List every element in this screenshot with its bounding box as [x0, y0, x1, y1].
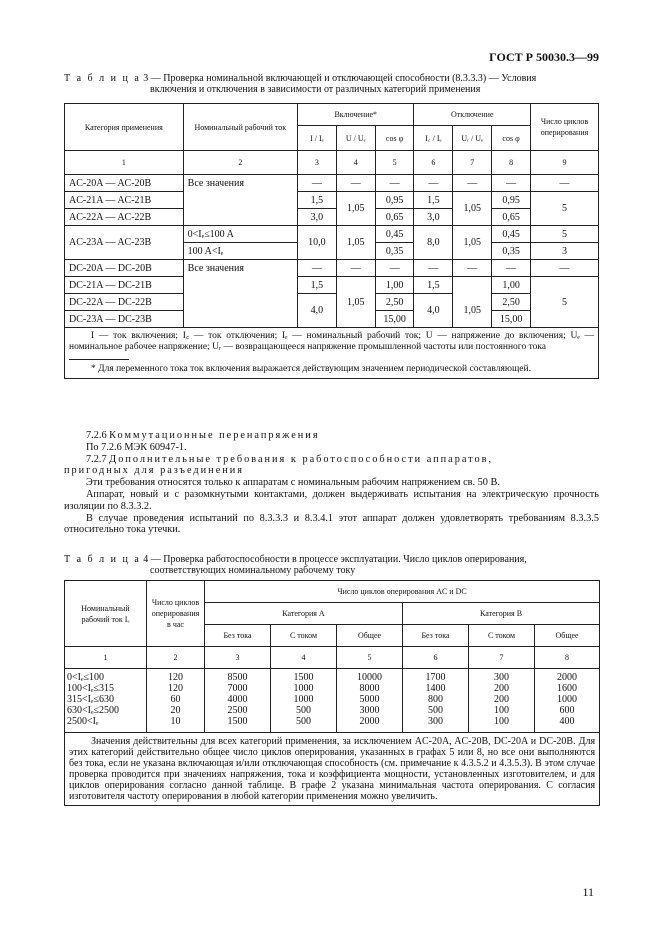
th-per-hour: Число циклов оперирования в час	[147, 581, 205, 647]
list-item: 1000	[293, 694, 314, 705]
col-a-total	[337, 669, 403, 733]
footnote-divider	[69, 359, 129, 360]
table4	[64, 580, 600, 806]
th-u-ue: U / Uₑ	[336, 126, 375, 151]
colnum: 4	[336, 151, 375, 175]
table4-note-cell	[65, 733, 600, 806]
list-item: 1000	[293, 683, 314, 694]
cell: 4,0	[414, 294, 453, 328]
list-item: 100	[494, 716, 509, 727]
cell: 5	[531, 226, 599, 243]
cell: —	[375, 175, 414, 192]
th-a-no-current: Без тока	[205, 625, 271, 647]
paragraph-3: В случае проведения испытаний по 8.3.3.3 и 8.3.4.1 этот аппарат должен удовлетворять требованиям 8.3.3.5 относительно тока утечки.	[64, 512, 599, 536]
table3	[64, 103, 599, 379]
list-item: 0<Iₑ≤100	[67, 672, 105, 683]
section-7-2-7-heading	[64, 454, 599, 466]
list-item: 200	[494, 683, 509, 694]
list-item: 200	[494, 694, 509, 705]
section-7-2-6-heading	[64, 430, 599, 442]
page-number: 11	[582, 885, 594, 899]
colnum: 2	[147, 647, 205, 669]
list-item: 100<Iₑ≤315	[67, 683, 115, 694]
row-category: DC-20A — DC-20B	[65, 260, 184, 277]
list-item: 630<Iₑ≤2500	[67, 705, 120, 716]
list-item: 500	[296, 705, 311, 716]
cell: 1,05	[336, 277, 375, 328]
th-ur-ue: Uᵣ / Uₑ	[453, 126, 492, 151]
cell: 3	[531, 243, 599, 260]
colnum: 8	[492, 151, 531, 175]
th-b-no-current: Без тока	[403, 625, 469, 647]
cell: —	[453, 260, 492, 277]
body-text	[64, 430, 599, 536]
list-item: 1600	[557, 683, 578, 694]
list-item: 1700	[425, 672, 446, 683]
cell: —	[531, 260, 599, 277]
th-a-total: Общее	[337, 625, 403, 647]
list-item: 300	[494, 672, 509, 683]
list-item: 600	[559, 705, 575, 716]
list-item: 300	[428, 716, 443, 727]
th-ops: Число циклов оперирования AC и DC	[205, 581, 600, 603]
cell: 1,00	[492, 277, 531, 294]
list-item: 1000	[557, 694, 578, 705]
list-item: 500	[428, 705, 443, 716]
cell: 8,0	[414, 226, 453, 260]
th-cycles: Число циклов оперирования	[531, 104, 599, 151]
table3-notes	[65, 328, 599, 379]
colnum: 6	[414, 151, 453, 175]
table4-caption-prefix: Т а б л и ц а	[64, 554, 141, 565]
colnum: 8	[535, 647, 600, 669]
standard-header: ГОСТ Р 50030.3—99	[489, 50, 599, 64]
col-a-no-current	[205, 669, 271, 733]
list-item: 3000	[359, 705, 380, 716]
th-a-with-current: С током	[271, 625, 337, 647]
cell: 1,00	[375, 277, 414, 294]
table4-caption	[64, 554, 527, 576]
cell: 15,00	[492, 311, 531, 328]
th-break: Отключение	[414, 104, 531, 126]
cell: 0,35	[492, 243, 531, 260]
th-category: Категория применения	[65, 104, 184, 151]
table3-caption-line2: включения и отключения в зависимости от различных категорий применения	[150, 84, 481, 95]
cell: 0,45	[375, 226, 414, 243]
list-item: 2500	[227, 705, 248, 716]
list-item: 20	[170, 705, 181, 716]
cell: —	[298, 260, 337, 277]
list-item: 800	[428, 694, 443, 705]
table3-caption-prefix: Т а б л и ц а	[64, 73, 141, 84]
th-ic-ie: I꜀ / Iₑ	[414, 126, 453, 151]
list-item: 2000	[557, 672, 578, 683]
section-7-2-7-heading-cont: пригодных для разъединения	[64, 465, 245, 477]
row-category: AC-20A — AC-20B	[65, 175, 184, 192]
paragraph-2: Аппарат, новый и с разомкнутыми контактами, должен выдерживать испытания на электрическую прочность изоляции по 8.3.3.2.	[64, 488, 599, 512]
table3-caption-line1: — Проверка номинальной включающей и отключающей способности (8.3.3.3) — Условия	[148, 73, 537, 84]
th-b-with-current: С током	[469, 625, 535, 647]
cell: 0,95	[375, 192, 414, 209]
col-per-hour	[147, 669, 205, 733]
colnum: 7	[453, 151, 492, 175]
cell: —	[492, 260, 531, 277]
cell: 1,5	[298, 192, 337, 209]
colnum: 2	[183, 151, 297, 175]
cell: 1,5	[298, 277, 337, 294]
row-category: AC-21A — AC-21B	[65, 192, 184, 209]
th-rated-current: Номинальный рабочий ток Iₑ	[65, 581, 147, 647]
col-b-total	[535, 669, 600, 733]
section-number: 7.2.6	[86, 430, 107, 441]
paragraph-1: Эти требования относятся только к аппаратам с номинальным рабочим напряжением св. 50 В.	[86, 477, 500, 489]
table3-footnote: * Для переменного тока ток включения выражается действующим значением периодической составляющей.	[91, 364, 531, 374]
cell: 1,05	[336, 192, 375, 226]
colnum: 1	[65, 151, 184, 175]
section-7-2-6-body: По 7.2.6 МЭК 60947-1.	[86, 441, 187, 453]
colnum: 1	[65, 647, 147, 669]
row-category: AC-23A — AC-23B	[65, 226, 184, 260]
col-b-with-current	[469, 669, 535, 733]
list-item: 10	[170, 716, 181, 727]
cell: 1,05	[453, 226, 492, 260]
cell: 1,5	[414, 277, 453, 294]
cell: —	[414, 175, 453, 192]
section-title: Коммутационные перенапряжения	[109, 430, 320, 441]
table4-caption-line1: — Проверка работоспособности в процессе эксплуатации. Число циклов оперирования,	[148, 554, 527, 565]
row-category: DC-21A — DC-21B	[65, 277, 184, 294]
table4-caption-number: 4	[143, 554, 149, 565]
table4-caption-line2: соответствующих номинальному рабочему току	[150, 565, 356, 576]
list-item: 500	[296, 716, 311, 727]
section-title: Дополнительные требования к работоспособности аппаратов,	[109, 453, 494, 465]
cell: 5	[531, 277, 599, 328]
th-make: Включение*	[298, 104, 414, 126]
row-category: DC-22A — DC-22B	[65, 294, 184, 311]
cell: 5	[531, 192, 599, 226]
cell: 1,05	[336, 226, 375, 260]
cell: —	[414, 260, 453, 277]
cell: 1,05	[453, 192, 492, 226]
cell: 3,0	[414, 209, 453, 226]
table3-legend: I — ток включения; I꜀ — ток отключения; Iₑ — номинальный рабочий ток; U — напряжение до включения; Uₑ — номинальное рабочее напряжение; Uᵣ — возвращающееся напряжение промышленной частоты или постоянного тока	[69, 331, 594, 352]
col-rated-currents	[65, 669, 147, 733]
row-category: DC-23A — DC-23B	[65, 311, 184, 328]
list-item: 60	[170, 694, 181, 705]
cell	[453, 277, 492, 294]
cell: 0,95	[492, 192, 531, 209]
cell: 2,50	[375, 294, 414, 311]
cell: —	[375, 260, 414, 277]
colnum: 6	[403, 647, 469, 669]
table3-caption-number: 3	[143, 73, 149, 84]
cell: —	[298, 175, 337, 192]
th-b-total: Общее	[535, 625, 600, 647]
list-item: 2000	[359, 716, 380, 727]
list-item: 400	[559, 716, 575, 727]
cell: 2,50	[492, 294, 531, 311]
list-item: 1400	[425, 683, 446, 694]
colnum: 9	[531, 151, 599, 175]
list-item: 5000	[359, 694, 380, 705]
list-item: 10000	[357, 672, 382, 683]
cell: 0<Iₑ≤100 A	[183, 226, 297, 243]
th-cat-a: Категория А	[205, 603, 403, 625]
list-item: 8500	[227, 672, 248, 683]
col-a-with-current	[271, 669, 337, 733]
cell: —	[531, 175, 599, 192]
cell: —	[336, 175, 375, 192]
cell: —	[492, 175, 531, 192]
col-b-no-current	[403, 669, 469, 733]
colnum: 4	[271, 647, 337, 669]
current-all-values: Все значения	[183, 175, 297, 226]
list-item: 1500	[227, 716, 248, 727]
section-number: 7.2.7	[86, 453, 107, 465]
list-item: 7000	[227, 683, 248, 694]
colnum: 5	[337, 647, 403, 669]
colnum: 3	[298, 151, 337, 175]
cell: 15,00	[375, 311, 414, 328]
colnum: 7	[469, 647, 535, 669]
list-item: 315<Iₑ≤630	[67, 694, 115, 705]
colnum: 3	[205, 647, 271, 669]
cell: 4,0	[298, 294, 337, 328]
th-cos: cos φ	[375, 126, 414, 151]
cell: 1,5	[414, 192, 453, 209]
cell: —	[453, 175, 492, 192]
cell: 0,65	[492, 209, 531, 226]
current-all-values: Все значения	[183, 260, 297, 328]
list-item: 1500	[293, 672, 314, 683]
cell: 0,35	[375, 243, 414, 260]
cell: 0,45	[492, 226, 531, 243]
cell: 3,0	[298, 209, 337, 226]
th-current: Номинальный рабочий ток	[183, 104, 297, 151]
th-cos2: cos φ	[492, 126, 531, 151]
table3-caption	[64, 73, 536, 95]
cell: 100 A<Iₑ	[183, 243, 297, 260]
row-category: AC-22A — AC-22B	[65, 209, 184, 226]
th-i-ie: I / Iₑ	[298, 126, 337, 151]
list-item: 100	[494, 705, 509, 716]
list-item: 8000	[359, 683, 380, 694]
cell: 0,65	[375, 209, 414, 226]
list-item: 120	[168, 672, 183, 683]
list-item: 4000	[227, 694, 248, 705]
cell: 10,0	[298, 226, 337, 260]
colnum: 5	[375, 151, 414, 175]
table4-note: Значения действительны для всех категорий применения, за исключением AC-20A, AC-20B, DC-20A и DC-20B. Для этих категорий действительно общее число циклов оперирования, указанных в графах 5 или 8, но все они выполняются без тока, если не указана включающая и/или отключающая способность (см. примечание к 4.3.5.2 и 4.3.5.3). В этом случае проверка проводится при значениях напряжения, тока и коэффициента мощности, установленных изготовителем, и для циклов оперирования согласно данной таблице. В графе 2 указана минимальная частота оперирования. С согласия изготовителя частоту оперирования в любой категории применения можно увеличить.	[69, 736, 596, 802]
cell: 1,05	[453, 294, 492, 328]
cell: —	[336, 260, 375, 277]
th-cat-b: Категория В	[403, 603, 600, 625]
list-item: 120	[168, 683, 183, 694]
list-item: 2500<Iₑ	[67, 716, 99, 727]
